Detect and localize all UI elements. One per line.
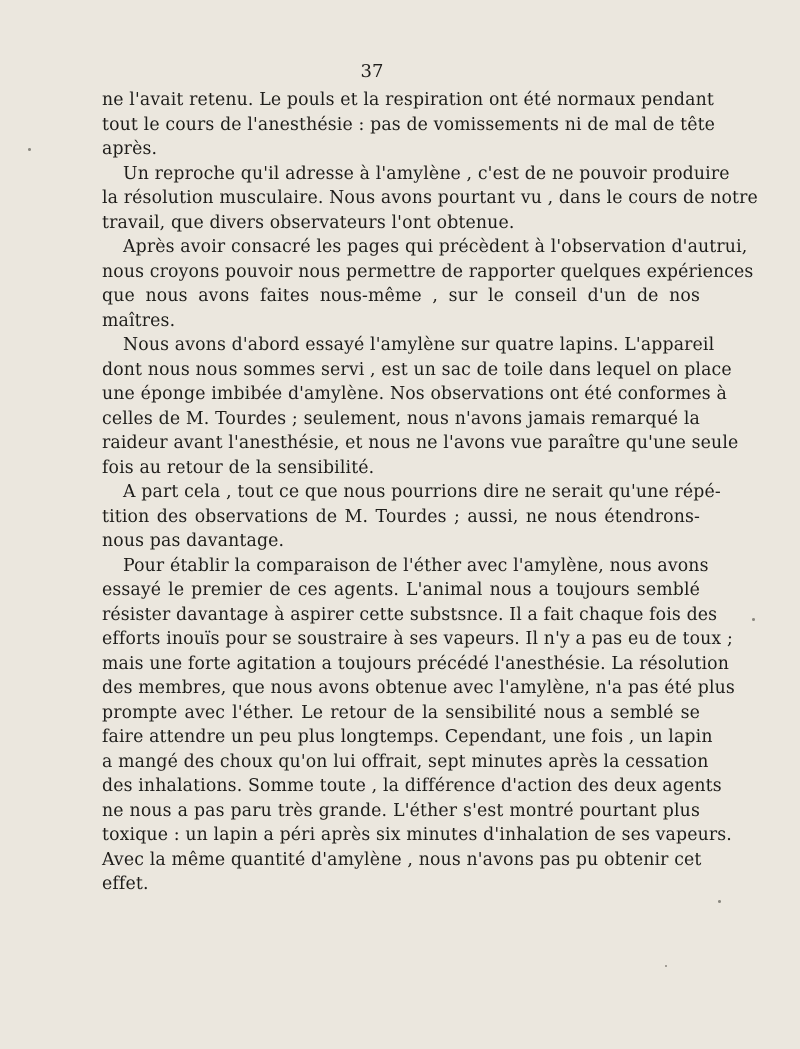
text-line: Après avoir consacré les pages qui précèdent à l'observation d'autrui,	[123, 237, 748, 257]
text-line: travail, que divers observateurs l'ont obtenue.	[102, 212, 515, 233]
text-line: mais une forte agitation a toujours précédé l'anesthésie. La résolution	[102, 653, 730, 674]
text-line: une éponge imbibée d'amylène. Nos observations ont été conformes à	[102, 384, 727, 404]
text-line: nous croyons pouvoir nous permettre de rapporter quelques expériences	[102, 261, 754, 282]
text-line: Un reproche qu'il adresse à l'amylène , c'est de ne pouvoir produire	[123, 163, 730, 184]
text-line: toxique : un lapin a péri après six minutes d'inhalation de ses vapeurs.	[102, 825, 732, 845]
text-line: Avec la même quantité d'amylène , nous n'avons pas pu obtenir cet	[102, 849, 702, 870]
text-line: après.	[102, 139, 158, 159]
paper-speck	[752, 618, 755, 621]
text-line: Nous avons d'abord essayé l'amylène sur quatre lapins. L'appareil	[123, 335, 715, 355]
paper-speck	[665, 965, 667, 967]
text-line: effet.	[102, 874, 149, 894]
text-line: nous pas davantage.	[102, 531, 285, 551]
text-line: des inhalations. Somme toute , la différence d'action des deux agents	[102, 776, 722, 796]
text-line: celles de M. Tourdes ; seulement, nous n'avons jamais remarqué la	[102, 408, 700, 429]
text-line: maîtres.	[102, 310, 176, 331]
text-line: faire attendre un peu plus longtemps. Cependant, une fois , un lapin	[102, 727, 713, 747]
text-line: Pour établir la comparaison de l'éther avec l'amylène, nous avons	[123, 555, 709, 576]
body-text	[102, 88, 758, 897]
text-line: raideur avant l'anesthésie, et nous ne l'avons vue paraître qu'une seule	[102, 433, 739, 453]
paper-speck	[28, 148, 31, 151]
text-line: la résolution musculaire. Nous avons pourtant vu , dans le cours de notre	[102, 188, 758, 208]
text-line: dont nous nous sommes servi , est un sac de toile dans lequel on place	[102, 359, 732, 380]
paper-speck	[718, 900, 721, 903]
page-number: 37	[360, 61, 384, 82]
text-line: a mangé des choux qu'on lui offrait, sept minutes après la cessation	[102, 751, 709, 772]
text-line: tition des observations de M. Tourdes ; aussi, ne nous étendrons-	[102, 506, 700, 527]
text-line: résister davantage à aspirer cette substsnce. Il a fait chaque fois des	[102, 604, 718, 625]
text-line: A part cela , tout ce que nous pourrions dire ne serait qu'une répé-	[123, 482, 721, 502]
text-line: prompte avec l'éther. Le retour de la sensibilité nous a semblé se	[102, 702, 700, 723]
text-line: essayé le premier de ces agents. L'animal nous a toujours semblé	[102, 580, 700, 600]
text-line: ne l'avait retenu. Le pouls et la respiration ont été normaux pendant	[102, 90, 714, 110]
text-line: efforts inouïs pour se soustraire à ses vapeurs. Il n'y a pas eu de toux ;	[102, 629, 733, 649]
text-line: que nous avons faites nous-même , sur le conseil d'un de nos	[102, 286, 700, 306]
text-line: des membres, que nous avons obtenue avec l'amylène, n'a pas été plus	[102, 678, 735, 698]
text-line: fois au retour de la sensibilité.	[102, 457, 375, 478]
text-line: tout le cours de l'anesthésie : pas de vomissements ni de mal de tête	[102, 114, 716, 135]
text-line: ne nous a pas paru très grande. L'éther s'est montré pourtant plus	[102, 800, 700, 821]
